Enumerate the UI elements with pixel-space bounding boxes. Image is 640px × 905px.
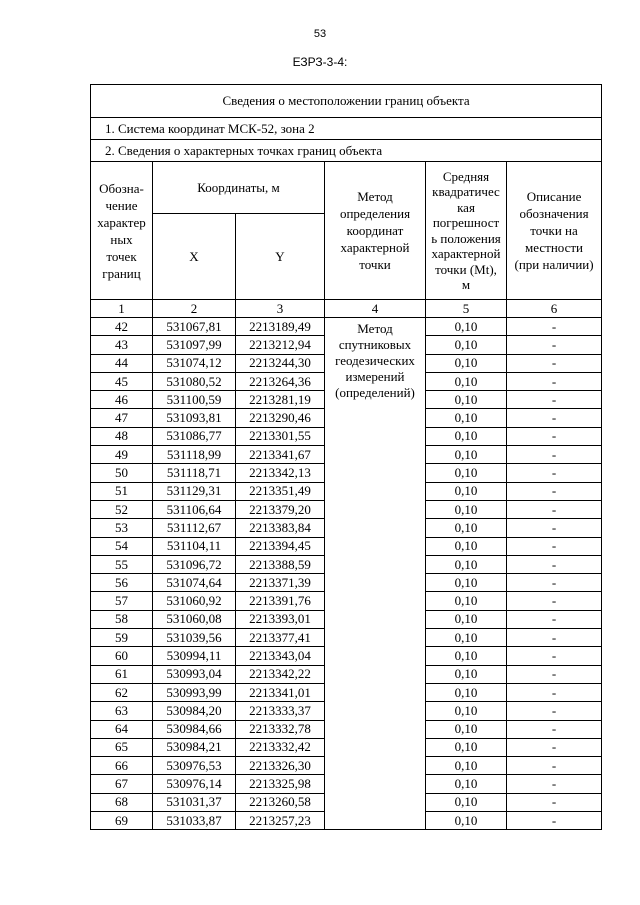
description: - xyxy=(507,702,602,720)
point-number: 49 xyxy=(91,446,153,464)
text-line: (при наличии) xyxy=(514,257,594,272)
coordinate-y: 2213326,30 xyxy=(236,757,325,775)
mean-error: 0,10 xyxy=(426,537,507,555)
text-line: границ xyxy=(102,265,141,281)
mean-error: 0,10 xyxy=(426,683,507,701)
text-line: чение xyxy=(105,197,138,213)
point-number: 66 xyxy=(91,757,153,775)
coordinate-x: 531100,59 xyxy=(153,391,236,409)
text-line: измерений xyxy=(345,369,405,384)
point-number: 68 xyxy=(91,793,153,811)
header-point-designation xyxy=(91,162,153,300)
point-number: 61 xyxy=(91,665,153,683)
text-line: точки (Mt), xyxy=(435,261,497,277)
point-number: 45 xyxy=(91,372,153,390)
mean-error: 0,10 xyxy=(426,793,507,811)
coordinate-x: 530993,04 xyxy=(153,665,236,683)
text-line: точки xyxy=(359,257,391,272)
text-line: характерной xyxy=(431,246,501,261)
description: - xyxy=(507,519,602,537)
description: - xyxy=(507,738,602,756)
description: - xyxy=(507,464,602,482)
text-line: характер xyxy=(97,214,146,230)
coordinate-x: 531031,37 xyxy=(153,793,236,811)
coordinate-y: 2213343,04 xyxy=(236,647,325,665)
text-line: координат xyxy=(346,223,404,238)
coordinate-system-line: 1. Система координат МСК-52, зона 2 xyxy=(91,118,602,140)
coordinate-y: 2213394,45 xyxy=(236,537,325,555)
point-number: 53 xyxy=(91,519,153,537)
coordinate-x: 531112,67 xyxy=(153,519,236,537)
text-line: точек xyxy=(106,248,137,264)
text-line: точки на xyxy=(530,223,578,238)
coordinate-y: 2213257,23 xyxy=(236,812,325,830)
coordinate-x: 531074,12 xyxy=(153,354,236,372)
text-line: погрешност xyxy=(432,215,500,230)
coordinate-y: 2213290,46 xyxy=(236,409,325,427)
description: - xyxy=(507,574,602,592)
point-number: 54 xyxy=(91,537,153,555)
text-line: Обозна- xyxy=(99,180,144,196)
description: - xyxy=(507,647,602,665)
coordinate-y: 2213212,94 xyxy=(236,336,325,354)
coordinate-y: 2213260,58 xyxy=(236,793,325,811)
text-line: определения xyxy=(339,206,411,221)
coordinate-y: 2213351,49 xyxy=(236,482,325,500)
text-line: квадратичес xyxy=(432,184,500,199)
text-line: (определений) xyxy=(335,385,415,400)
mean-error: 0,10 xyxy=(426,720,507,738)
coordinate-y: 2213301,55 xyxy=(236,427,325,445)
coordinate-y: 2213332,42 xyxy=(236,738,325,756)
coordinate-x: 531118,71 xyxy=(153,464,236,482)
coordinate-y: 2213281,19 xyxy=(236,391,325,409)
description: - xyxy=(507,610,602,628)
point-number: 63 xyxy=(91,702,153,720)
column-number: 3 xyxy=(236,300,325,318)
coordinate-x: 531060,92 xyxy=(153,592,236,610)
description: - xyxy=(507,775,602,793)
coordinate-y: 2213325,98 xyxy=(236,775,325,793)
coordinate-x: 530976,53 xyxy=(153,757,236,775)
text-line: Метод xyxy=(357,189,393,204)
description: - xyxy=(507,793,602,811)
coordinate-y: 2213264,36 xyxy=(236,372,325,390)
coordinate-y: 2213244,30 xyxy=(236,354,325,372)
coordinate-y: 2213341,01 xyxy=(236,683,325,701)
column-number: 2 xyxy=(153,300,236,318)
coordinate-x: 531097,99 xyxy=(153,336,236,354)
point-number: 69 xyxy=(91,812,153,830)
point-number: 56 xyxy=(91,574,153,592)
point-number: 43 xyxy=(91,336,153,354)
coordinate-x: 531093,81 xyxy=(153,409,236,427)
table-title: Сведения о местоположении границ объекта xyxy=(91,85,602,118)
description: - xyxy=(507,592,602,610)
text-line: местности xyxy=(525,240,584,255)
description: - xyxy=(507,391,602,409)
coordinate-x: 531080,52 xyxy=(153,372,236,390)
point-number: 65 xyxy=(91,738,153,756)
mean-error: 0,10 xyxy=(426,702,507,720)
mean-error: 0,10 xyxy=(426,592,507,610)
point-number: 51 xyxy=(91,482,153,500)
description: - xyxy=(507,446,602,464)
boundary-points-table xyxy=(90,84,602,830)
text-line: ь положения xyxy=(431,230,501,246)
mean-error: 0,10 xyxy=(426,372,507,390)
coordinate-x: 531104,11 xyxy=(153,537,236,555)
coordinate-x: 531086,77 xyxy=(153,427,236,445)
description: - xyxy=(507,354,602,372)
mean-error: 0,10 xyxy=(426,665,507,683)
coordinate-y: 2213393,01 xyxy=(236,610,325,628)
document-code: ЕЗРЗ-3-4: xyxy=(292,55,348,69)
text-line: геодезических xyxy=(335,353,415,368)
mean-error: 0,10 xyxy=(426,391,507,409)
header-method xyxy=(325,162,426,300)
mean-error: 0,10 xyxy=(426,647,507,665)
coordinate-y: 2213371,39 xyxy=(236,574,325,592)
mean-error: 0,10 xyxy=(426,464,507,482)
text-line: м xyxy=(461,277,471,292)
text-line: кая xyxy=(457,199,475,215)
description: - xyxy=(507,372,602,390)
description: - xyxy=(507,665,602,683)
mean-error: 0,10 xyxy=(426,354,507,372)
method-cell xyxy=(325,318,426,830)
mean-error: 0,10 xyxy=(426,738,507,756)
coordinate-y: 2213342,22 xyxy=(236,665,325,683)
text-line: характерной xyxy=(340,240,410,255)
coordinate-x: 531106,64 xyxy=(153,500,236,518)
header-y: Y xyxy=(236,214,325,300)
mean-error: 0,10 xyxy=(426,427,507,445)
coordinate-x: 531067,81 xyxy=(153,318,236,336)
description: - xyxy=(507,427,602,445)
coordinate-y: 2213341,67 xyxy=(236,446,325,464)
text-line: Метод xyxy=(357,321,393,336)
coordinate-x: 531129,31 xyxy=(153,482,236,500)
point-number: 50 xyxy=(91,464,153,482)
point-number: 48 xyxy=(91,427,153,445)
description: - xyxy=(507,629,602,647)
text-line: Описание xyxy=(526,189,582,204)
column-number: 5 xyxy=(426,300,507,318)
description: - xyxy=(507,482,602,500)
coordinate-x: 531118,99 xyxy=(153,446,236,464)
coordinate-x: 531060,08 xyxy=(153,610,236,628)
coordinate-x: 530984,20 xyxy=(153,702,236,720)
description: - xyxy=(507,757,602,775)
coordinate-y: 2213391,76 xyxy=(236,592,325,610)
coordinate-y: 2213189,49 xyxy=(236,318,325,336)
coordinate-x: 530994,11 xyxy=(153,647,236,665)
point-number: 60 xyxy=(91,647,153,665)
mean-error: 0,10 xyxy=(426,775,507,793)
description: - xyxy=(507,537,602,555)
point-number: 59 xyxy=(91,629,153,647)
coordinate-y: 2213379,20 xyxy=(236,500,325,518)
coordinate-y: 2213342,13 xyxy=(236,464,325,482)
coordinate-x: 530984,66 xyxy=(153,720,236,738)
mean-error: 0,10 xyxy=(426,446,507,464)
coordinate-y: 2213383,84 xyxy=(236,519,325,537)
coordinate-x: 531074,64 xyxy=(153,574,236,592)
column-number: 1 xyxy=(91,300,153,318)
description: - xyxy=(507,683,602,701)
header-x: X xyxy=(153,214,236,300)
point-number: 42 xyxy=(91,318,153,336)
mean-error: 0,10 xyxy=(426,482,507,500)
coordinate-y: 2213377,41 xyxy=(236,629,325,647)
coordinate-x: 530993,99 xyxy=(153,683,236,701)
mean-error: 0,10 xyxy=(426,555,507,573)
point-number: 64 xyxy=(91,720,153,738)
point-number: 46 xyxy=(91,391,153,409)
header-description xyxy=(507,162,602,300)
description: - xyxy=(507,336,602,354)
coordinate-x: 531033,87 xyxy=(153,812,236,830)
point-number: 47 xyxy=(91,409,153,427)
mean-error: 0,10 xyxy=(426,500,507,518)
point-number: 55 xyxy=(91,555,153,573)
text-line: Средняя xyxy=(442,168,490,184)
point-number: 57 xyxy=(91,592,153,610)
description: - xyxy=(507,720,602,738)
mean-error: 0,10 xyxy=(426,336,507,354)
mean-error: 0,10 xyxy=(426,409,507,427)
point-number: 58 xyxy=(91,610,153,628)
coordinate-y: 2213388,59 xyxy=(236,555,325,573)
column-number: 6 xyxy=(507,300,602,318)
point-number: 67 xyxy=(91,775,153,793)
description: - xyxy=(507,812,602,830)
mean-error: 0,10 xyxy=(426,812,507,830)
header-coordinates: Координаты, м xyxy=(153,162,325,214)
coordinate-x: 531039,56 xyxy=(153,629,236,647)
mean-error: 0,10 xyxy=(426,574,507,592)
header-mean-error xyxy=(426,162,507,300)
mean-error: 0,10 xyxy=(426,629,507,647)
text-line: ных xyxy=(110,231,133,247)
points-section-line: 2. Сведения о характерных точках границ объекта xyxy=(91,140,602,162)
column-number: 4 xyxy=(325,300,426,318)
coordinate-x: 530976,14 xyxy=(153,775,236,793)
mean-error: 0,10 xyxy=(426,318,507,336)
description: - xyxy=(507,500,602,518)
coordinate-x: 530984,21 xyxy=(153,738,236,756)
page-number: 53 xyxy=(313,28,327,40)
table-row xyxy=(91,318,602,336)
description: - xyxy=(507,409,602,427)
point-number: 52 xyxy=(91,500,153,518)
point-number: 44 xyxy=(91,354,153,372)
coordinate-y: 2213333,37 xyxy=(236,702,325,720)
text-line: спутниковых xyxy=(338,337,412,352)
mean-error: 0,10 xyxy=(426,519,507,537)
mean-error: 0,10 xyxy=(426,610,507,628)
text-line: обозначения xyxy=(519,206,589,221)
description: - xyxy=(507,555,602,573)
point-number: 62 xyxy=(91,683,153,701)
coordinate-x: 531096,72 xyxy=(153,555,236,573)
description: - xyxy=(507,318,602,336)
mean-error: 0,10 xyxy=(426,757,507,775)
coordinate-y: 2213332,78 xyxy=(236,720,325,738)
